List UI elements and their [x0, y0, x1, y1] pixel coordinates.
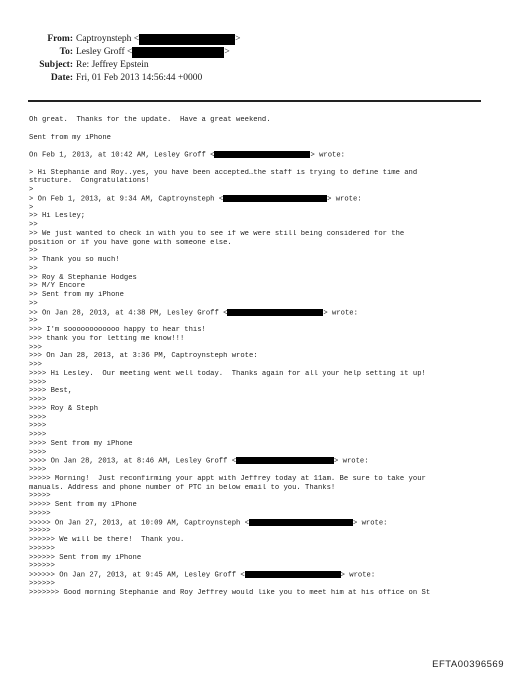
line-text-after-redaction: > wrote: — [323, 308, 358, 317]
line-text: structure. Congratulations! — [29, 177, 150, 186]
line-text: >> We just wanted to check in with you to see if we were still being considered for the — [29, 229, 405, 238]
line-text: >> — [29, 247, 38, 256]
email-header — [0, 33, 512, 85]
email-body-line — [29, 352, 489, 361]
email-body-line — [29, 396, 489, 405]
line-text: On Feb 1, 2013, at 10:42 AM, Lesley Groff < — [29, 151, 215, 160]
email-body-line — [29, 344, 489, 353]
email-body-line — [29, 580, 489, 589]
email-body-line — [29, 309, 489, 318]
line-text: >>>> Hi Lesley. Our meeting went well today. Thanks again for all your help setting it up! — [29, 369, 426, 378]
header-date-row — [0, 72, 512, 85]
email-body-line — [29, 370, 489, 379]
email-body-line — [29, 160, 489, 169]
from-sender: Captroynsteph < — [76, 34, 140, 44]
line-text: >>>>> On Jan 27, 2013, at 10:09 AM, Captroynsteph < — [29, 518, 249, 527]
line-text: >> Hi Lesley; — [29, 212, 86, 221]
email-body-line — [29, 291, 489, 300]
line-text: >>>>>> Sent from my iPhone — [29, 553, 142, 562]
line-text: >>>>>> — [29, 562, 55, 571]
date-value: Fri, 01 Feb 2013 14:56:44 +0000 — [76, 73, 203, 83]
line-text: >>> I'm soooooooooooo happy to hear this! — [29, 326, 206, 334]
email-body-line — [29, 536, 489, 545]
email-body-line — [29, 379, 489, 388]
email-body-line — [29, 265, 489, 274]
to-label: To: — [59, 47, 73, 57]
email-body-line — [29, 449, 489, 458]
line-text: >>>> — [29, 396, 47, 404]
header-from-row — [0, 33, 512, 46]
email-body-line — [29, 239, 489, 248]
email-body-line — [29, 134, 489, 143]
email-body-line — [29, 545, 489, 554]
email-body-line — [29, 247, 489, 256]
email-body-line — [29, 212, 489, 221]
email-body-line — [29, 527, 489, 536]
line-text: >>>> Roy & Steph — [29, 404, 99, 413]
redaction-block — [249, 519, 353, 526]
email-body-line — [29, 177, 489, 186]
line-text: > Hi Stephanie and Roy..yes, you have been accepted…the staff is trying to define time and — [29, 168, 418, 177]
email-body-line — [29, 142, 489, 151]
line-text: >>>>>> — [29, 544, 55, 553]
redaction-block — [227, 309, 323, 316]
email-body-line — [29, 484, 489, 493]
email-body-line — [29, 256, 489, 265]
line-text: >>>> — [29, 378, 47, 387]
email-body-line — [29, 440, 489, 449]
redaction-block — [236, 457, 334, 464]
line-text: manuals. Address and phone number of PTC in below email to you. Thanks! — [29, 483, 336, 492]
email-body-line — [29, 221, 489, 230]
email-body-line — [29, 317, 489, 326]
email-body-line — [29, 589, 489, 598]
email-body-line — [29, 335, 489, 344]
line-text: >>> — [29, 361, 42, 369]
line-text: >>>> — [29, 413, 47, 422]
email-body-line — [29, 510, 489, 519]
from-value — [76, 33, 241, 46]
from-close: > — [235, 34, 241, 44]
line-text: >> Roy & Stephanie Hodges — [29, 273, 137, 282]
email-body-line — [29, 326, 489, 335]
document-id: EFTA00396569 — [432, 659, 504, 670]
email-body-line — [29, 492, 489, 501]
email-body — [29, 116, 489, 597]
email-body-line — [29, 405, 489, 414]
line-text: >> — [29, 299, 38, 308]
line-text: >>>> Sent from my iPhone — [29, 439, 133, 448]
line-text: >>>>> Morning! Just reconfirming your appt with Jeffrey today at 11am. Be sure to take your — [29, 474, 426, 483]
line-text: >>>>>> On Jan 27, 2013, at 9:45 AM, Lesley Groff < — [29, 571, 245, 580]
email-body-line — [29, 300, 489, 309]
from-label: From: — [47, 34, 73, 44]
line-text: > — [29, 186, 34, 194]
line-text: >>> On Jan 28, 2013, at 3:36 PM, Captroynsteph wrote: — [29, 352, 258, 361]
redaction-block — [245, 571, 341, 578]
line-text: Sent from my iPhone — [29, 133, 111, 142]
line-text: >>>>>>> Good morning Stephanie and Roy Jeffrey would like you to meet him at his office on St — [29, 588, 431, 597]
line-text: >>>>> — [29, 492, 51, 501]
line-text: >> — [29, 264, 38, 273]
email-body-line — [29, 414, 489, 423]
email-body-line — [29, 186, 489, 195]
line-text-after-redaction: > wrote: — [334, 457, 369, 466]
line-text: >> — [29, 317, 38, 326]
email-body-line — [29, 422, 489, 431]
line-text: >> M/Y Encore — [29, 282, 86, 291]
email-body-line — [29, 204, 489, 213]
line-text: >> — [29, 221, 38, 229]
to-value — [76, 46, 230, 59]
email-body-line — [29, 361, 489, 370]
header-subject-row — [0, 59, 512, 72]
email-body-line — [29, 466, 489, 475]
email-body-line — [29, 519, 489, 528]
line-text: >>>> — [29, 448, 47, 457]
to-recipient: Lesley Groff < — [76, 47, 133, 57]
header-divider — [28, 100, 481, 102]
line-text: >> On Jan 28, 2013, at 4:38 PM, Lesley Groff < — [29, 308, 228, 317]
email-body-line — [29, 282, 489, 291]
line-text: >>>>>> We will be there! Thank you. — [29, 536, 185, 544]
line-text: >> Thank you so much! — [29, 256, 120, 264]
date-label: Date: — [50, 73, 73, 83]
email-body-line — [29, 475, 489, 484]
line-text: >>> thank you for letting me know!!! — [29, 334, 185, 343]
line-text-after-redaction: > wrote: — [310, 151, 345, 160]
line-text: >>>>> — [29, 527, 51, 536]
line-text: >>>>>> — [29, 579, 55, 588]
email-body-line — [29, 431, 489, 440]
line-text: >>> — [29, 343, 42, 352]
header-to-row — [0, 46, 512, 59]
line-text: >>>> Best, — [29, 387, 73, 396]
to-close: > — [224, 47, 230, 57]
subject-value: Re: Jeffrey Epstein — [76, 60, 149, 70]
line-text: >>>> — [29, 431, 47, 439]
email-body-line — [29, 554, 489, 563]
email-body-line — [29, 387, 489, 396]
email-body-line — [29, 169, 489, 178]
line-text: >>>> — [29, 422, 47, 431]
email-body-line — [29, 125, 489, 134]
email-body-line — [29, 116, 489, 125]
line-text: > On Feb 1, 2013, at 9:34 AM, Captroynsteph < — [29, 195, 224, 204]
line-text: Oh great. Thanks for the update. Have a great weekend. — [29, 116, 271, 124]
line-text: >>>>> Sent from my iPhone — [29, 501, 137, 509]
email-body-line — [29, 195, 489, 204]
email-body-line — [29, 562, 489, 571]
line-text: >>>>> — [29, 509, 51, 518]
email-body-line — [29, 571, 489, 580]
subject-label: Subject: — [39, 60, 73, 70]
redaction-block — [223, 195, 327, 202]
line-text-after-redaction: > wrote: — [340, 571, 376, 580]
email-body-line — [29, 457, 489, 466]
line-text-after-redaction: > wrote: — [352, 518, 388, 527]
line-text: >>>> — [29, 466, 47, 474]
email-body-line — [29, 151, 489, 160]
line-text-after-redaction: > wrote: — [327, 195, 362, 204]
redaction-block — [214, 151, 310, 158]
email-body-line — [29, 274, 489, 283]
email-body-line — [29, 230, 489, 239]
line-text: > — [29, 203, 34, 212]
line-text: >>>> On Jan 28, 2013, at 8:46 AM, Lesley Groff < — [29, 457, 237, 466]
redaction-block — [132, 47, 224, 58]
line-text: >> Sent from my iPhone — [29, 291, 124, 299]
line-text: position or if you have gone with someone else. — [29, 238, 232, 247]
email-body-line — [29, 501, 489, 510]
redaction-block — [139, 34, 235, 45]
